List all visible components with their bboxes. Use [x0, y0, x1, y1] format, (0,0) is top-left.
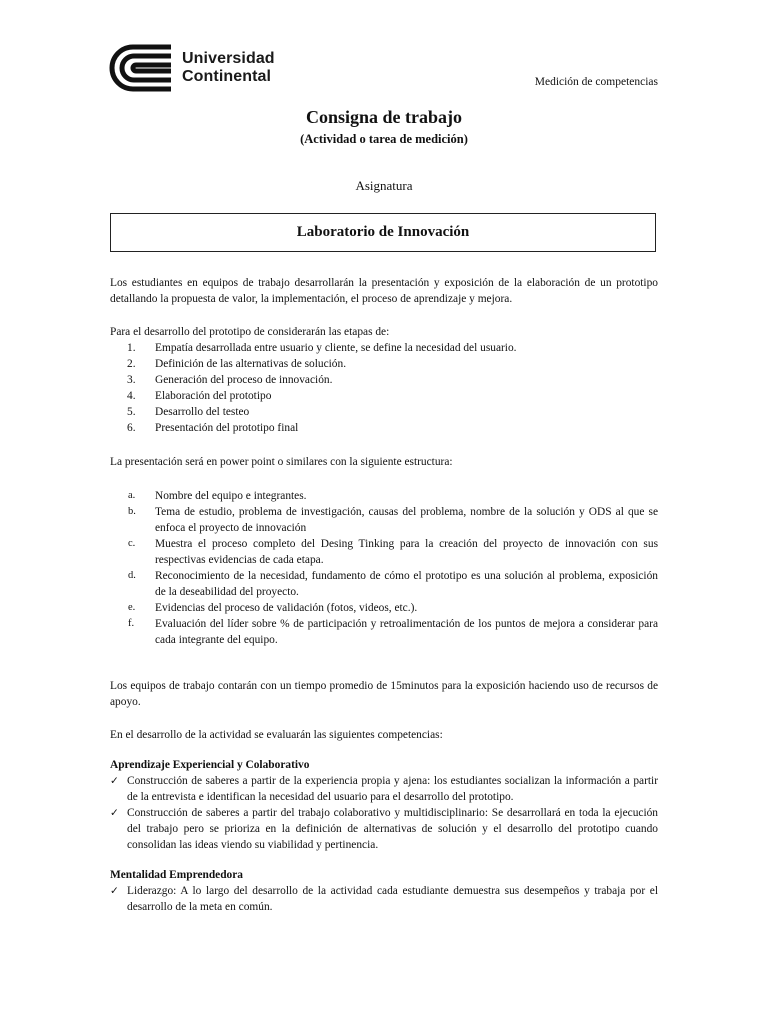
list-item	[110, 600, 658, 616]
subject-label: Asignatura	[355, 178, 413, 193]
list-item-text: Muestra el proceso completo del Desing Tinking para la creación del proyecto de innovación con sus respectivas evidencias de cada etapa.	[155, 538, 658, 566]
competency-heading: Aprendizaje Experiencial y Colaborativo	[110, 759, 310, 771]
logo-text	[182, 50, 275, 86]
competency-list	[110, 773, 658, 853]
list-marker: a.	[128, 490, 136, 501]
list-marker: 2.	[127, 358, 136, 370]
document-body	[110, 275, 658, 915]
list-item-text: Definición de las alternativas de solución.	[155, 358, 347, 370]
list-item-text: Elaboración del prototipo	[155, 390, 272, 402]
list-item	[110, 420, 658, 436]
list-item-text: Evaluación del líder sobre % de participación y retroalimentación de los puntos de mejora a considerar para cada integrante del equipo.	[155, 618, 658, 646]
logo-line-2: Continental	[182, 68, 272, 85]
list-item	[110, 773, 658, 805]
document-title: Consigna de trabajo	[305, 107, 462, 127]
list-marker: 3.	[127, 374, 136, 386]
list-item	[110, 388, 658, 404]
list-item	[110, 488, 658, 504]
time-paragraph: Los equipos de trabajo contarán con un tiempo promedio de 15minutos para la exposición haciendo uso de recursos de apoyo.	[110, 680, 658, 708]
document-subtitle: (Actividad o tarea de medición)	[300, 132, 468, 146]
checkmark-icon: ✓	[110, 885, 119, 897]
list-marker: b.	[128, 506, 136, 517]
structure-list	[110, 488, 658, 648]
continental-logo-icon	[109, 44, 173, 92]
list-item-text: Desarrollo del testeo	[155, 406, 250, 418]
list-item	[110, 568, 658, 600]
subject-name: Laboratorio de Innovación	[296, 224, 470, 240]
list-item	[110, 805, 658, 853]
university-logo	[109, 44, 275, 92]
competency-list	[110, 883, 658, 915]
list-item	[110, 340, 658, 356]
logo-line-1: Universidad	[182, 50, 275, 67]
list-marker: f.	[128, 618, 135, 629]
list-item-text: Reconocimiento de la necesidad, fundamento de cómo el prototipo es una solución al problema, exposición de la deseabilidad del proyecto.	[155, 570, 658, 598]
list-item-text: Nombre del equipo e integrantes.	[155, 490, 307, 502]
stages-list	[110, 340, 658, 436]
list-item	[110, 372, 658, 388]
list-marker: c.	[128, 538, 136, 549]
list-marker: 5.	[127, 406, 136, 418]
list-item-text: Liderazgo: A lo largo del desarrollo de la actividad cada estudiante demuestra sus desempeños y trabaja por el desarrollo de la meta en común.	[127, 885, 658, 913]
list-item	[110, 404, 658, 420]
intro-paragraph: Los estudiantes en equipos de trabajo desarrollarán la presentación y exposición de la elaboración de un prototipo detallando la propuesta de valor, la implementación, el proceso de aprendizaje y mejora.	[110, 277, 658, 305]
list-marker: e.	[128, 602, 136, 613]
list-marker: 1.	[127, 342, 136, 354]
list-item-text: Construcción de saberes a partir de la experiencia propia y ajena: los estudiantes socializan la información a partir de la entrevista e identifican la necesidad del usuario para el desarrollo del prototipo.	[127, 775, 658, 803]
header-category: Medición de competencias	[534, 76, 658, 88]
list-item-text: Empatía desarrollada entre usuario y cliente, se define la necesidad del usuario.	[155, 342, 517, 354]
list-item-text: Construcción de saberes a partir del trabajo colaborativo y multidisciplinario: Se desarrollará en toda la ejecución del trabajo pero se prioriza en la definición de alternativas de solución y el desarrollo del prototipo cuando consolidan las ideas viendo su viabilidad y pertinencia.	[127, 807, 658, 851]
competencies-intro: En el desarrollo de la actividad se evaluarán las siguientes competencias:	[110, 729, 443, 741]
checkmark-icon: ✓	[110, 807, 119, 819]
list-item-text: Tema de estudio, problema de investigación, causas del problema, nombre de la solución y ODS al que se enfoca el proyecto de innovación	[155, 506, 658, 534]
list-item-text: Evidencias del proceso de validación (fotos, videos, etc.).	[155, 602, 418, 614]
competency-heading: Mentalidad Emprendedora	[110, 869, 244, 881]
stages-intro: Para el desarrollo del prototipo de considerarán las etapas de:	[110, 326, 390, 338]
checkmark-icon: ✓	[110, 775, 119, 787]
list-item-text: Presentación del prototipo final	[155, 422, 299, 434]
list-item	[110, 536, 658, 568]
list-marker: 4.	[127, 390, 136, 402]
list-item-text: Generación del proceso de innovación.	[155, 374, 333, 386]
list-marker: 6.	[127, 422, 136, 434]
presentation-intro: La presentación será en power point o similares con la siguiente estructura:	[110, 456, 453, 468]
list-item	[110, 356, 658, 372]
subject-name-box	[110, 213, 656, 252]
list-item	[110, 883, 658, 915]
list-item	[110, 504, 658, 536]
list-item	[110, 616, 658, 648]
list-marker: d.	[128, 570, 136, 581]
